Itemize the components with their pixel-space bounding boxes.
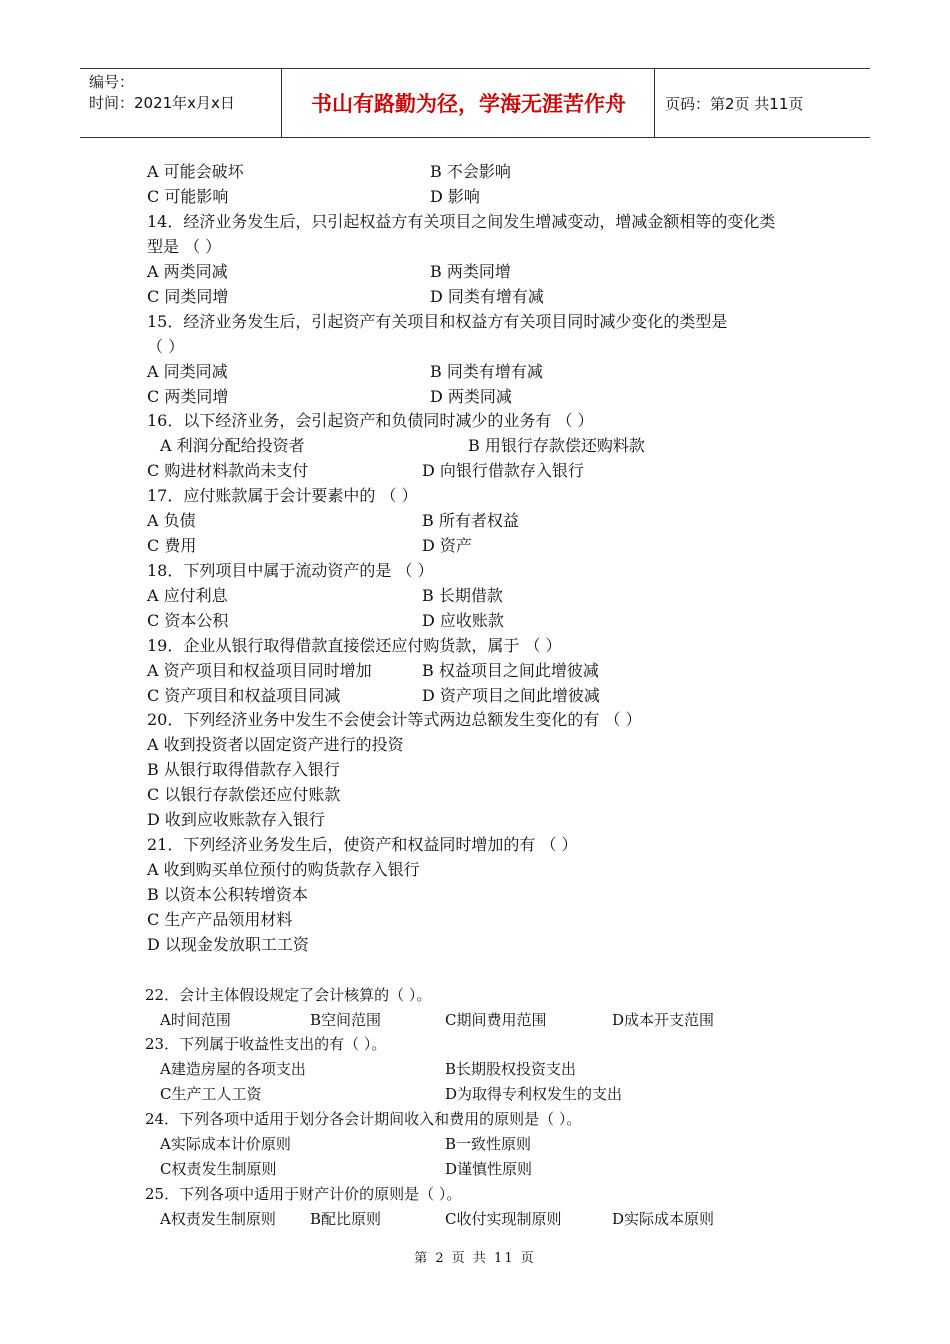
q24-option-c: C权责发生制原则 <box>160 1160 277 1178</box>
q18-option-c: C 资本公积 <box>147 611 229 630</box>
q23-option-c: C生产工人工资 <box>160 1085 262 1103</box>
q18-option-a: A 应付利息 <box>147 586 228 605</box>
q14-option-c: C 同类同增 <box>147 287 229 306</box>
q20-option-d: D 收到应收账款存入银行 <box>147 810 325 829</box>
q17-option-d: D 资产 <box>422 536 472 555</box>
q13-option-b: B 不会影响 <box>430 162 511 181</box>
q22-option-d: D成本开支范围 <box>612 1011 715 1029</box>
q15-stem: 15．经济业务发生后，引起资产有关项目和权益方有关项目同时减少变化的类型是 <box>147 312 728 331</box>
q14-stem-cont: 型是 （ ） <box>147 237 222 256</box>
q19-stem: 19．企业从银行取得借款直接偿还应付购货款，属于 （ ） <box>147 636 562 655</box>
q20-stem: 20．下列经济业务中发生不会使会计等式两边总额发生变化的有 （ ） <box>147 710 642 729</box>
q17-option-c: C 费用 <box>147 536 197 555</box>
q20-option-b: B 从银行取得借款存入银行 <box>147 760 340 779</box>
q16-option-a: A 利润分配给投资者 <box>160 436 305 455</box>
q23-option-a: A建造房屋的各项支出 <box>160 1060 306 1078</box>
q20-option-a: A 收到投资者以固定资产进行的投资 <box>147 735 404 754</box>
q15-option-a: A 同类同减 <box>147 362 228 381</box>
q13-option-c: C 可能影响 <box>147 187 229 206</box>
q20-option-c: C 以银行存款偿还应付账款 <box>147 785 341 804</box>
q25-option-a: A权责发生制原则 <box>160 1210 276 1228</box>
page-header <box>80 68 870 138</box>
page-footer: 第 2 页 共 11 页 <box>414 1251 536 1266</box>
q14-option-d: D 同类有增有减 <box>430 287 544 306</box>
q13-option-d: D 影响 <box>430 187 480 206</box>
q24-option-b: B一致性原则 <box>445 1135 532 1153</box>
q21-stem: 21．下列经济业务发生后，使资产和权益同时增加的有 （ ） <box>147 835 578 854</box>
q19-option-c: C 资产项目和权益项目同减 <box>147 686 341 705</box>
q21-option-c: C 生产产品领用材料 <box>147 910 293 929</box>
q14-option-a: A 两类同减 <box>147 262 228 281</box>
q25-stem: 25．下列各项中适用于财产计价的原则是（ ）。 <box>145 1185 462 1203</box>
q19-option-d: D 资产项目之间此增彼减 <box>422 686 600 705</box>
q16-option-c: C 购进材料款尚未支付 <box>147 461 309 480</box>
header-motto: 书山有路勤为径，学海无涯苦作舟 <box>283 69 655 137</box>
q16-option-b: B 用银行存款偿还购料款 <box>468 436 645 455</box>
q15-option-b: B 同类有增有减 <box>430 362 543 381</box>
header-id-label: 编号： <box>89 73 135 91</box>
header-meta <box>80 69 282 137</box>
q18-stem: 18．下列项目中属于流动资产的是 （ ） <box>147 561 434 580</box>
q21-option-b: B 以资本公积转增资本 <box>147 885 308 904</box>
q16-stem: 16．以下经济业务，会引起资产和负债同时减少的业务有 （ ） <box>147 411 594 430</box>
q24-option-a: A实际成本计价原则 <box>160 1135 291 1153</box>
q14-option-b: B 两类同增 <box>430 262 511 281</box>
q17-option-a: A 负债 <box>147 511 196 530</box>
q19-option-a: A 资产项目和权益项目同时增加 <box>147 661 372 680</box>
q24-stem: 24．下列各项中适用于划分各会计期间收入和费用的原则是（ ）。 <box>145 1110 582 1128</box>
q21-option-d: D 以现金发放职工工资 <box>147 935 309 954</box>
q13-option-a: A 可能会破坏 <box>147 162 244 181</box>
q25-option-b: B配比原则 <box>310 1210 382 1228</box>
q22-option-b: B空间范围 <box>310 1011 382 1029</box>
q25-option-c: C收付实现制原则 <box>445 1210 562 1228</box>
q23-option-d: D为取得专利权发生的支出 <box>445 1085 623 1103</box>
q24-option-d: D谨慎性原则 <box>445 1160 533 1178</box>
q22-stem: 22．会计主体假设规定了会计核算的（ ）。 <box>145 986 432 1004</box>
q14-stem: 14．经济业务发生后，只引起权益方有关项目之间发生增减变动，增减金额相等的变化类 <box>147 212 776 231</box>
q21-option-a: A 收到购买单位预付的购货款存入银行 <box>147 860 420 879</box>
q23-stem: 23．下列属于收益性支出的有（ ）。 <box>145 1035 387 1053</box>
q17-option-b: B 所有者权益 <box>422 511 519 530</box>
header-date-label: 时间：2021年x月x日 <box>89 94 235 112</box>
q22-option-c: C期间费用范围 <box>445 1011 547 1029</box>
q15-stem-cont: （ ） <box>147 337 185 356</box>
q17-stem: 17．应付账款属于会计要素中的 （ ） <box>147 486 418 505</box>
header-page-info: 页码：第2页 共11页 <box>665 94 804 113</box>
q18-option-b: B 长期借款 <box>422 586 503 605</box>
q19-option-b: B 权益项目之间此增彼减 <box>422 661 599 680</box>
q15-option-c: C 两类同增 <box>147 387 229 406</box>
q22-option-a: A时间范围 <box>160 1011 231 1029</box>
q23-option-b: B长期股权投资支出 <box>445 1060 577 1078</box>
q25-option-d: D实际成本原则 <box>612 1210 715 1228</box>
q18-option-d: D 应收账款 <box>422 611 504 630</box>
q15-option-d: D 两类同减 <box>430 387 512 406</box>
q16-option-d: D 向银行借款存入银行 <box>422 461 584 480</box>
